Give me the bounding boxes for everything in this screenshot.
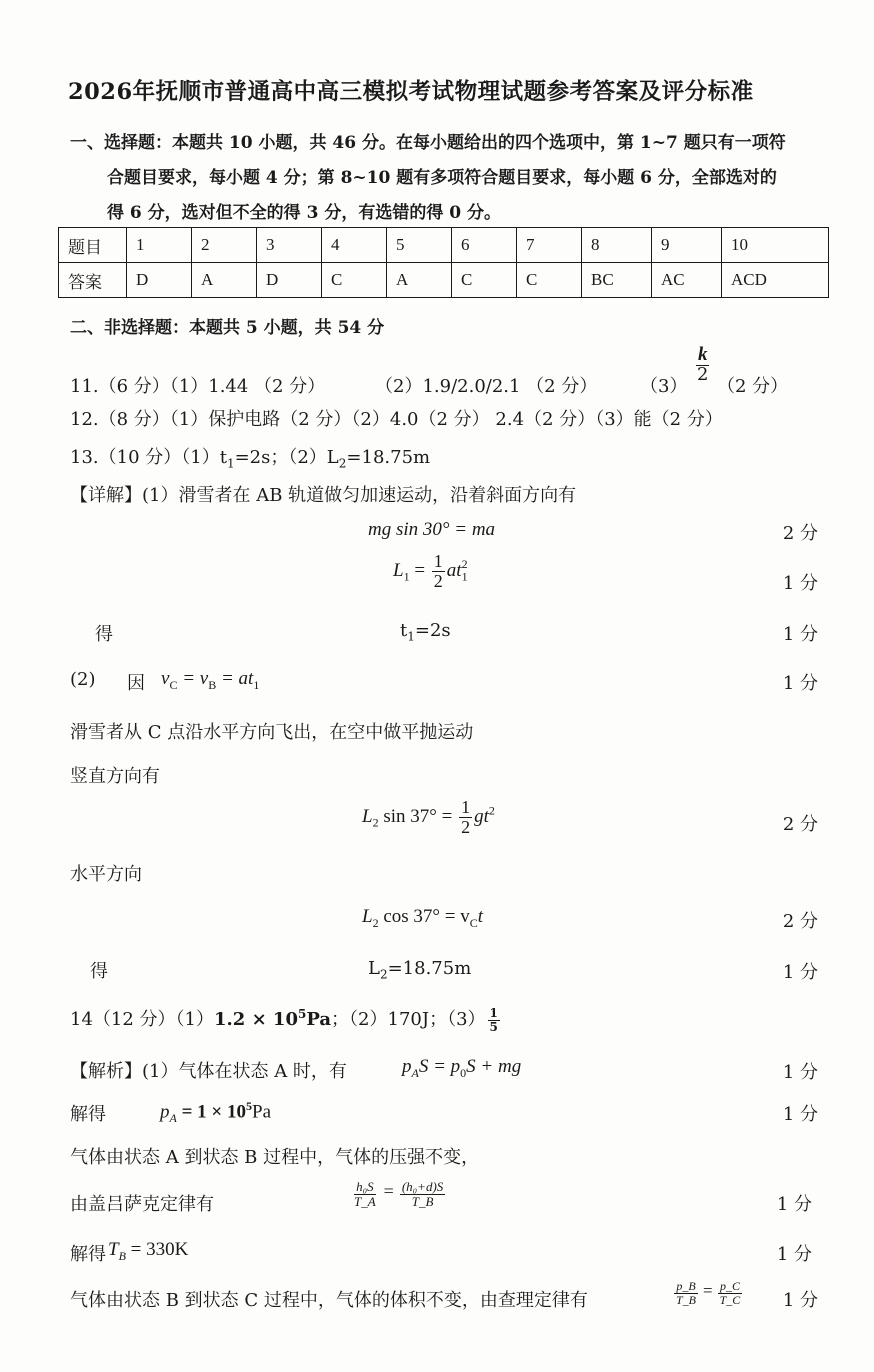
q11-fraction xyxy=(693,345,712,385)
fraction: $\frac{p\_C}{T\_C}$ xyxy=(719,1279,741,1307)
table-cell: 4 xyxy=(322,228,387,263)
fraction: $\frac{\text{(h₀+d)S}}{T\_B}$ xyxy=(401,1179,444,1209)
q13-because: 因 xyxy=(127,673,145,694)
q13-de1: 得 xyxy=(95,624,113,645)
q13-eq3: $v_C = v_B = at_1$ xyxy=(161,668,260,692)
section1-line3: 得 6 分，选对但不全的得 3 分，有选错的得 0 分。 xyxy=(107,203,501,223)
q11-part3-score: （2 分） xyxy=(717,376,789,397)
fraction: $\frac{1}{2}$ xyxy=(433,551,443,591)
table-cell: A xyxy=(192,263,257,298)
q14-solve2-label: 解得 xyxy=(70,1244,106,1265)
q14-analysis: 【解析】(1）气体在状态 A 时，有 xyxy=(70,1061,347,1082)
q14-charles-eq: $\frac{p\_B}{T\_B}$ = $\frac{p\_C}{T\_C}$ xyxy=(676,1279,741,1307)
table-header-cell: 答案 xyxy=(59,263,127,298)
q14-text1: 气体由状态 A 到状态 B 过程中，气体的压强不变， xyxy=(70,1147,480,1168)
table-cell: C xyxy=(322,263,387,298)
q13-eq1-score: 2 分 xyxy=(782,523,818,544)
q14-text2: 气体由状态 B 到状态 C 过程中，气体的体积不变，由查理定律有 xyxy=(70,1290,588,1311)
q11-part2: （2）1.9/2.0/2.1 （2 分） xyxy=(375,376,598,397)
q13-eq2: $L_1$ = $\frac{1}{2}$ $at_1^2$ xyxy=(393,551,468,591)
table-cell: 10 xyxy=(722,228,829,263)
q13-part2-label: (2) xyxy=(70,669,96,690)
table-cell: 3 xyxy=(257,228,322,263)
table-cell: 8 xyxy=(582,228,652,263)
table-cell: 7 xyxy=(517,228,582,263)
section1-line1: 一、选择题：本题共 10 小题，共 46 分。在每小题给出的四个选项中，第 1~7 题只有一项符 xyxy=(70,133,786,153)
table-cell: 9 xyxy=(652,228,722,263)
fraction: $\frac{1}{5}$ xyxy=(489,1005,498,1034)
q14-eq1: $p_AS = p_0S$ + mg xyxy=(402,1056,522,1080)
table-row-questions xyxy=(59,228,829,263)
q13-eq1: mg sin 30° = ma xyxy=(368,519,496,540)
q13-eq4: $L_2$ sin 37° = $\frac{1}{2}$ $gt^2$ xyxy=(362,797,495,837)
q12-line: 12.（8 分）（1）保护电路（2 分）（2）4.0（2 分） 2.4（2 分）（3）能（2 分） xyxy=(70,409,723,430)
table-cell: ACD xyxy=(722,263,829,298)
table-cell: 1 xyxy=(127,228,192,263)
table-cell: A xyxy=(387,263,452,298)
q13-eq5: $L_2$ $\cos 37^\circ = v_Ct$ xyxy=(362,906,484,930)
q13-result2: $L_2=18.75m$ xyxy=(368,958,472,982)
q13-eq4-score: 2 分 xyxy=(782,814,818,835)
q13-de2: 得 xyxy=(90,961,108,982)
q14-solve2-score: 1 分 xyxy=(776,1244,812,1265)
q14-eq1-score: 1 分 xyxy=(782,1062,818,1083)
fraction: $\frac{k}{2}$ xyxy=(697,344,709,385)
q14-gay-eq: $\frac{\text{h₀S}}{T\_A}$ = $\frac{\text{(h₀+d)S}}{T\_B}$ xyxy=(354,1179,444,1209)
table-cell: C xyxy=(452,263,517,298)
q13-text3: 竖直方向有 xyxy=(70,766,160,787)
q13-eq3-score: 1 分 xyxy=(782,673,818,694)
q13-eq2-score: 1 分 xyxy=(782,573,818,594)
q14-gay-score: 1 分 xyxy=(776,1194,812,1215)
fraction: $\frac{\text{h₀S}}{T\_A}$ xyxy=(354,1179,376,1209)
table-row-answers xyxy=(59,263,829,298)
q13-result2-score: 1 分 xyxy=(782,962,818,983)
q13-text4: 水平方向 xyxy=(70,864,142,885)
q13-detail: 【详解】(1）滑雪者在 AB 轨道做匀加速运动，沿着斜面方向有 xyxy=(70,485,577,506)
fraction: $\frac{p\_B}{T\_B}$ xyxy=(676,1279,697,1307)
q14-solve1-label: 解得 xyxy=(70,1104,106,1125)
q11-part3: （3） xyxy=(640,376,688,397)
table-cell: C xyxy=(517,263,582,298)
section1-line2: 合题目要求，每小题 4 分；第 8~10 题有多项符合题目要求，每小题 6 分，全部选对的 xyxy=(107,168,777,188)
q14-solve1: $p_A = 1 \times 10^5Pa$ xyxy=(160,1099,271,1126)
q13-result1: $t_1=2s$ xyxy=(400,620,451,644)
table-cell: 2 xyxy=(192,228,257,263)
fraction: $\frac{1}{2}$ xyxy=(461,797,471,837)
q13-text2: 滑雪者从 C 点沿水平方向飞出，在空中做平抛运动 xyxy=(70,722,474,743)
q13-eq5-score: 2 分 xyxy=(782,911,818,932)
table-cell: BC xyxy=(582,263,652,298)
table-cell: 6 xyxy=(452,228,517,263)
table-cell: 5 xyxy=(387,228,452,263)
q13-result1-score: 1 分 xyxy=(782,624,818,645)
q14-charles-score: 1 分 xyxy=(782,1290,818,1311)
section2-heading: 二、非选择题：本题共 5 小题，共 54 分 xyxy=(70,318,385,338)
q11-part1: 11.（6 分）（1）1.44 （2 分） xyxy=(70,376,326,397)
page-title: 2026年抚顺市普通高中高三模拟考试物理试题参考答案及评分标准 xyxy=(68,79,754,105)
q14-solve2: $T_B = 330K$ xyxy=(108,1239,189,1263)
table-cell: AC xyxy=(652,263,722,298)
q14-header: 14（12 分）$(1)1.2 \times 10^5Pa$；（2）170J；（3） $\frac{1}{5}$ xyxy=(70,1005,498,1034)
table-cell: D xyxy=(127,263,192,298)
table-cell: D xyxy=(257,263,322,298)
q14-solve1-score: 1 分 xyxy=(782,1104,818,1125)
table-header-cell: 题目 xyxy=(59,228,127,263)
q13-header: 13.（10 分）$(1)t_1=2s$；$(2)L_2=18.75m$ xyxy=(70,447,431,471)
q14-gay-label: 由盖吕萨克定律有 xyxy=(70,1194,214,1215)
answer-table xyxy=(58,227,829,298)
